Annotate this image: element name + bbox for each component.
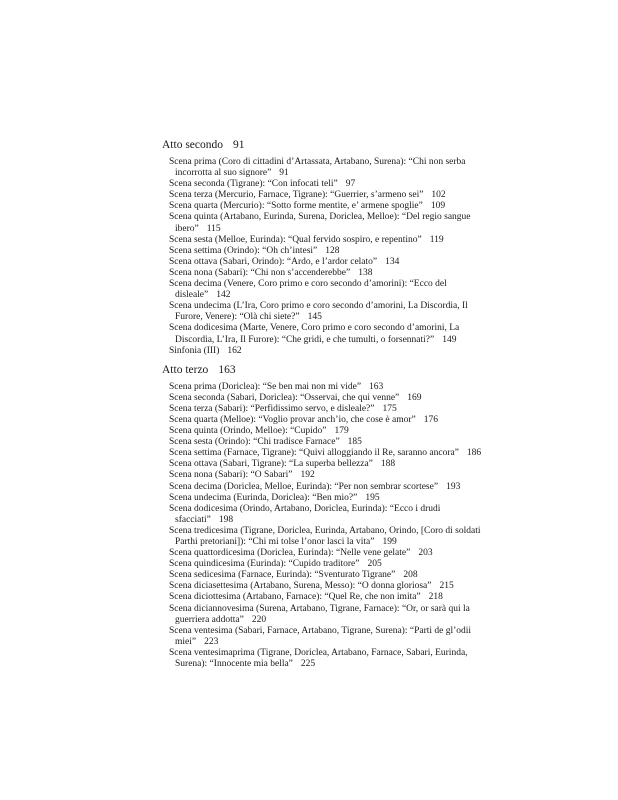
entry-page-number: 134	[385, 256, 400, 267]
entry-continuation	[169, 659, 492, 670]
toc-entry	[162, 393, 492, 404]
entry-continuation	[169, 537, 492, 548]
toc-entry	[162, 179, 492, 190]
toc-entry	[162, 268, 492, 279]
entry-page-number: 188	[380, 459, 396, 470]
entry-text: Scena quarta (Melloe): “Voglio provar anch’io, che cose è amor”	[169, 414, 416, 425]
toc-entry	[162, 235, 492, 246]
toc-entry	[162, 404, 492, 415]
toc-entry	[162, 526, 492, 548]
entry-text: Scena quattordicesima (Doriclea, Eurinda): “Nelle vene gelate”	[169, 548, 411, 559]
entry-page-number: 91	[279, 168, 289, 179]
entry-page-number: 192	[300, 470, 315, 481]
entry-continuation	[169, 335, 492, 346]
entry-text: Scena undecima (L’Ira, Coro primo e coro secondo d’amorini, La Discordia, Il	[169, 301, 468, 312]
entry-page-number: 119	[429, 234, 444, 245]
entry-text-continued: guerriera addotta”	[175, 614, 244, 625]
entry-text: Scena dodicesima (Marte, Venere, Coro primo e coro secondo d’amorini, La	[169, 323, 460, 334]
entry-text: Scena decima (Venere, Coro primo e coro secondo d’amorini): “Ecco del	[169, 279, 447, 290]
section-page-number: 163	[218, 363, 236, 376]
entry-text-continued: disleale”	[175, 290, 209, 301]
entry-page-number: 220	[251, 614, 267, 625]
toc-entry	[162, 459, 492, 470]
toc-entry	[162, 626, 492, 648]
toc-entry	[162, 190, 492, 201]
entry-text: Scena diciottesima (Artabano, Farnace): “Quel Re, che non imita”	[169, 592, 421, 603]
entry-text: Scena settima (Orindo): “Oh ch’intesi”	[169, 245, 318, 256]
toc-entry	[162, 504, 492, 526]
entry-continuation	[169, 312, 492, 323]
table-of-contents	[162, 138, 492, 670]
entry-text: Scena undecima (Eurinda, Doriclea): “Ben mio?”	[169, 492, 358, 503]
entry-text: Scena sedicesima (Farnace, Eurinda): “Sventurato Tigrane”	[169, 570, 396, 581]
toc-entry	[162, 279, 492, 301]
entry-page-number: 115	[206, 223, 221, 234]
entry-page-number: 186	[466, 448, 482, 459]
entry-text: Scena quinta (Artabano, Eurinda, Surena, Doriclea, Melloe): “Del regio sangue	[169, 212, 471, 223]
toc-entry	[162, 201, 492, 212]
entry-text: Sinfonia (III)	[169, 345, 220, 356]
toc-entry	[162, 559, 492, 570]
entry-text: Scena ventesimaprima (Tigrane, Doriclea, Artabano, Farnace, Sabari, Eurinda,	[169, 647, 468, 658]
entry-page-number: 97	[345, 179, 356, 190]
entry-page-number: 128	[325, 245, 340, 256]
entry-text-continued: miei”	[175, 636, 197, 647]
entry-text-continued: Surena): “Innocente mia bella”	[175, 659, 293, 670]
entry-page-number: 138	[358, 267, 373, 278]
entry-text-continued: sfacciati”	[175, 514, 211, 525]
toc-entry	[162, 470, 492, 481]
entry-text: Scena prima (Doriclea): “Se ben mai non mi vide”	[169, 381, 362, 392]
entry-text: Scena decima (Doriclea, Melloe, Eurinda): “Per non sembrar scortese”	[169, 481, 439, 492]
entry-page-number: 215	[439, 581, 454, 592]
entry-text: Scena ottava (Sabari, Orindo): “Ardo, e l’ardor celato”	[169, 256, 378, 267]
toc-entry	[162, 482, 492, 493]
entry-page-number: 109	[430, 201, 446, 212]
entry-continuation	[169, 637, 492, 648]
entry-text: Scena seconda (Sabari, Doriclea): “Osservai, che qui venne”	[169, 392, 400, 403]
section-heading	[162, 138, 492, 153]
entry-page-number: 223	[204, 636, 219, 647]
entry-text: Scena diciasettesima (Artabano, Surena, Messo): “O donna gloriosa”	[169, 581, 432, 592]
entry-text-continued: ibero”	[175, 223, 199, 234]
section-title: Atto secondo	[162, 139, 224, 151]
entry-page-number: 149	[442, 334, 457, 345]
entry-page-number: 185	[347, 437, 362, 448]
toc-entry	[162, 257, 492, 268]
entry-page-number: 218	[428, 592, 443, 603]
entry-text-continued: Parthi pretoriani]): “Chi mi tolse l’onor lasci la vita”	[175, 537, 375, 547]
entry-page-number: 145	[307, 312, 322, 323]
entry-text: Scena sesta (Melloe, Eurinda): “Qual fervido sospiro, e repentino”	[169, 234, 422, 245]
entry-text: Scena quinta (Orindo, Melloe): “Cupido”	[169, 426, 327, 437]
entry-continuation	[169, 515, 492, 526]
entry-text: Scena dodicesima (Orindo, Artabano, Doriclea, Eurinda): “Ecco i drudi	[169, 503, 441, 514]
toc-entry	[162, 212, 492, 234]
toc-entry	[162, 581, 492, 592]
entry-page-number: 142	[216, 290, 231, 301]
toc-entry	[162, 493, 492, 504]
entry-continuation	[169, 168, 492, 179]
scene-list	[162, 382, 492, 670]
entry-text: Scena nona (Sabari): “O Sabari”	[169, 470, 293, 481]
toc-entry	[162, 323, 492, 345]
scene-list	[162, 157, 492, 357]
entry-page-number: 205	[367, 559, 382, 570]
entry-text: Scena quarta (Mercurio): “Sotto forme mentite, e’ armene spoglie”	[169, 201, 423, 212]
entry-text: Scena terza (Mercurio, Farnace, Tigrane): “Guerrier, s’armeno sei”	[169, 190, 424, 201]
entry-page-number: 198	[218, 514, 234, 525]
entry-page-number: 176	[423, 414, 438, 425]
section-title: Atto terzo	[162, 363, 209, 376]
toc-entry	[162, 157, 492, 179]
entry-page-number: 208	[403, 570, 418, 581]
entry-page-number: 163	[369, 381, 384, 392]
entry-page-number: 193	[446, 481, 461, 492]
entry-page-number: 162	[227, 345, 242, 356]
toc-entry	[162, 346, 492, 357]
toc-entry	[162, 548, 492, 559]
toc-entry	[162, 648, 492, 670]
entry-page-number: 175	[382, 403, 397, 414]
toc-entry	[162, 604, 492, 626]
toc-entry	[162, 448, 492, 459]
entry-text-continued: Furore, Venere): “Olà chi siete?”	[175, 312, 300, 323]
entry-page-number: 195	[365, 492, 380, 503]
entry-page-number: 199	[382, 537, 397, 547]
entry-text-continued: incorrotta al suo signore”	[175, 168, 272, 179]
entry-text-continued: Discordia, L’Ira, Il Furore): “Che gridi, e che tumulti, o forsennati?”	[175, 334, 435, 345]
entry-continuation	[169, 615, 492, 626]
entry-continuation	[169, 290, 492, 301]
toc-entry	[162, 592, 492, 603]
entry-text: Scena terza (Sabari): “Perfidissimo servo, e disleale?”	[169, 403, 375, 414]
entry-text: Scena nona (Sabari): “Chi non s’accenderebbe”	[169, 267, 351, 278]
entry-page-number: 102	[431, 190, 446, 201]
toc-entry	[162, 246, 492, 257]
entry-text: Scena ottava (Sabari, Tigrane): “La superba bellezza”	[169, 459, 373, 470]
toc-entry	[162, 570, 492, 581]
entry-page-number: 203	[418, 548, 433, 559]
entry-text: Scena diciannovesima (Surena, Artabano, Tigrane, Farnace): “Or, or sarà qui la	[169, 603, 470, 614]
entry-text: Scena tredicesima (Tigrane, Doriclea, Eurinda, Artabano, Orindo, [Coro di soldati	[169, 525, 481, 536]
toc-entry	[162, 301, 492, 323]
entry-text: Scena prima (Coro di cittadini d’Artassata, Artabano, Surena): “Chi non serba	[169, 157, 466, 167]
entry-text: Scena quindicesima (Eurinda): “Cupido traditore”	[169, 559, 360, 570]
section-heading	[162, 363, 492, 378]
entry-page-number: 179	[334, 426, 349, 437]
section-page-number: 91	[233, 139, 245, 151]
toc-entry	[162, 426, 492, 437]
entry-text: Scena ventesima (Sabari, Farnace, Artabano, Tigrane, Surena): “Parti de gl’odii	[169, 625, 472, 636]
entry-page-number: 169	[407, 392, 422, 403]
toc-entry	[162, 437, 492, 448]
entry-continuation	[169, 224, 492, 235]
entry-page-number: 225	[300, 659, 316, 670]
entry-text: Scena sesta (Orindo): “Chi tradisce Farnace”	[169, 437, 340, 448]
toc-entry	[162, 415, 492, 426]
toc-entry	[162, 382, 492, 393]
entry-text: Scena seconda (Tigrane): “Con infocati teli”	[169, 179, 338, 190]
entry-text: Scena settima (Farnace, Tigrane): “Quivi alloggiando il Re, saranno ancora”	[169, 448, 459, 459]
